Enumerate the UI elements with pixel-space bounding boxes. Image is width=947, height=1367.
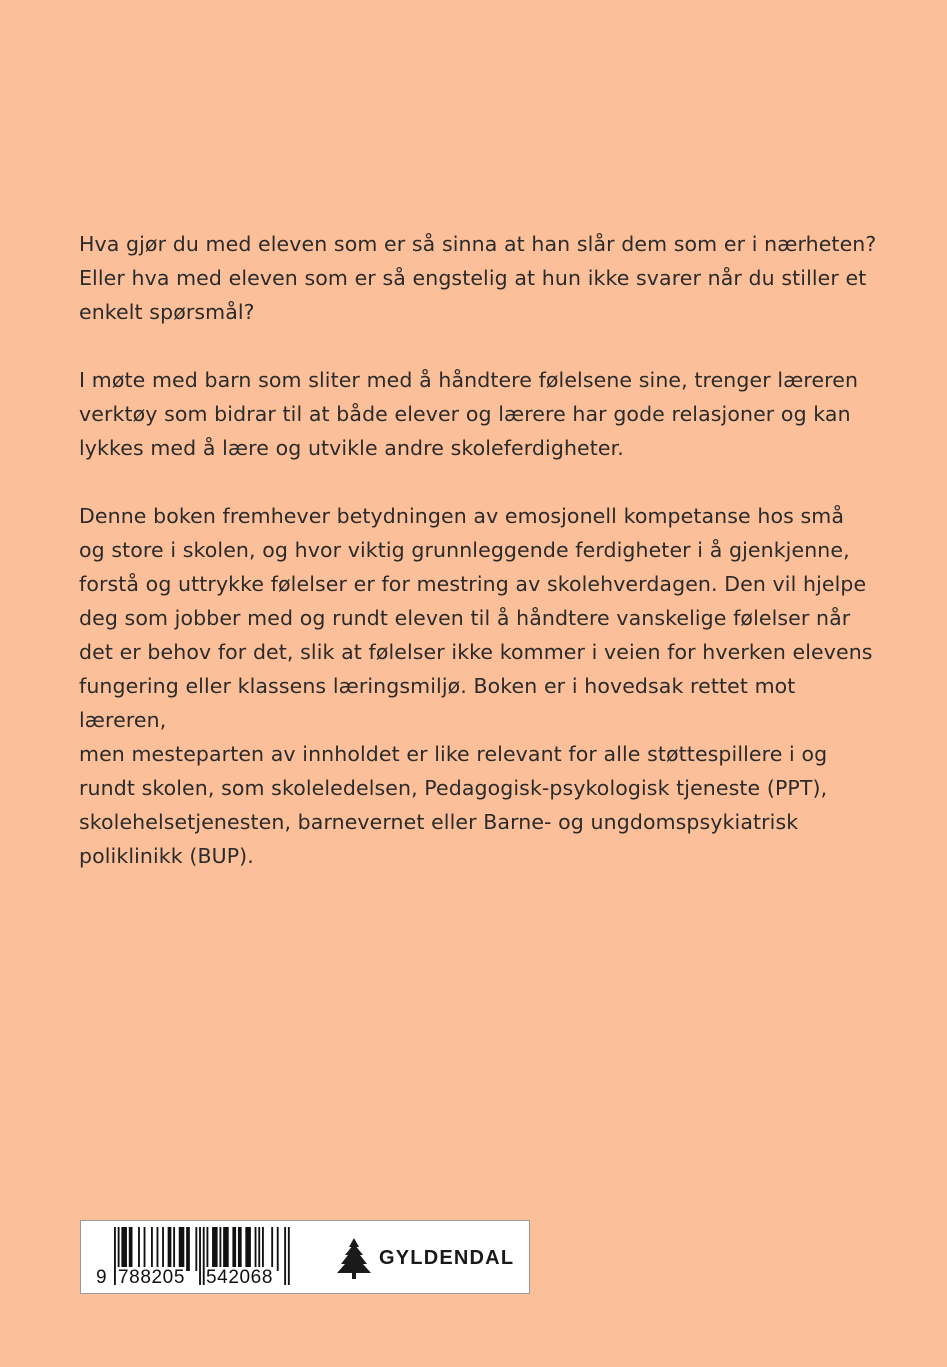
barcode-bar (212, 1227, 218, 1271)
barcode-bar (121, 1227, 127, 1271)
barcode-bar (129, 1227, 133, 1271)
context-paragraph: I møte med barn som sliter med å håndtere følelsene sine, trenger læreren verktøy som bidrar til at både elever og lærere har gode relasjoner og kan lykkes med å lære og utvikle andre skoleferdigheter. (79, 368, 859, 460)
barcode-bar (151, 1227, 153, 1271)
barcode-bar (262, 1227, 264, 1271)
barcode-bar (238, 1227, 242, 1271)
barcode-box (80, 1220, 530, 1294)
barcode-guard-bar (114, 1227, 116, 1285)
barcode-bar (144, 1227, 146, 1271)
barcode-bar (186, 1227, 190, 1271)
barcode-bar (219, 1227, 221, 1271)
barcode-guard-bar (199, 1227, 201, 1285)
barcode-first-digit: 9 (96, 1267, 108, 1288)
publisher-name: GYLDENDAL (379, 1246, 515, 1269)
description-paragraph: Denne boken fremhever betydningen av emosjonell kompetanse hos små og store i skolen, og hvor viktig grunnleggende ferdigheter i å gjenkjenne, forstå og uttrykke følelser er for mestring av skolehverdagen. Den vil hjelpe deg som jobber med og rundt eleven til å håndtere vanskelige følelser når det er behov for det, slik at følelser ikke kommer i veien for hverken elevens fungering eller klassens læringsmiljø. Boken er i hovedsak rettet mot læreren, men mesteparten av innholdet er like relevant for alle støttespillere i og rundt skolen, som skoleledelsen, Pedagogisk-psykologisk tjeneste (PPT), skolehelsetjenesten, barnevernet eller Barne- og ungdomspsykiatrisk poliklinikk (BUP). (79, 504, 873, 868)
barcode-guard-bar (284, 1227, 286, 1285)
barcode-bar (223, 1227, 229, 1271)
barcode-bar (258, 1227, 260, 1271)
barcode-bar (245, 1227, 251, 1271)
barcode-bar (195, 1227, 197, 1271)
barcode-bar (179, 1227, 185, 1271)
barcode-bar (207, 1227, 209, 1271)
barcode-bar (168, 1227, 172, 1271)
barcode-right-digits: 542068 (206, 1267, 274, 1288)
barcode-bar (173, 1227, 175, 1271)
barcode-guard-bar (288, 1227, 290, 1285)
barcode-bar (138, 1227, 140, 1271)
barcode-bar (277, 1227, 279, 1271)
fir-tree-icon (337, 1237, 371, 1279)
back-cover-text (79, 227, 879, 907)
barcode-bar (271, 1227, 273, 1271)
barcode-bar (162, 1227, 164, 1271)
barcode-bar (255, 1227, 257, 1271)
barcode-bar (157, 1227, 159, 1271)
publisher (337, 1236, 514, 1280)
barcode-left-digits: 788205 (118, 1267, 186, 1288)
intro-paragraph: Hva gjør du med eleven som er så sinna at han slår dem som er i nærheten? Eller hva med eleven som er så engstelig at hun ikke svarer når du stiller et enkelt spørsmål? (79, 232, 877, 324)
barcode-bar (232, 1227, 236, 1271)
